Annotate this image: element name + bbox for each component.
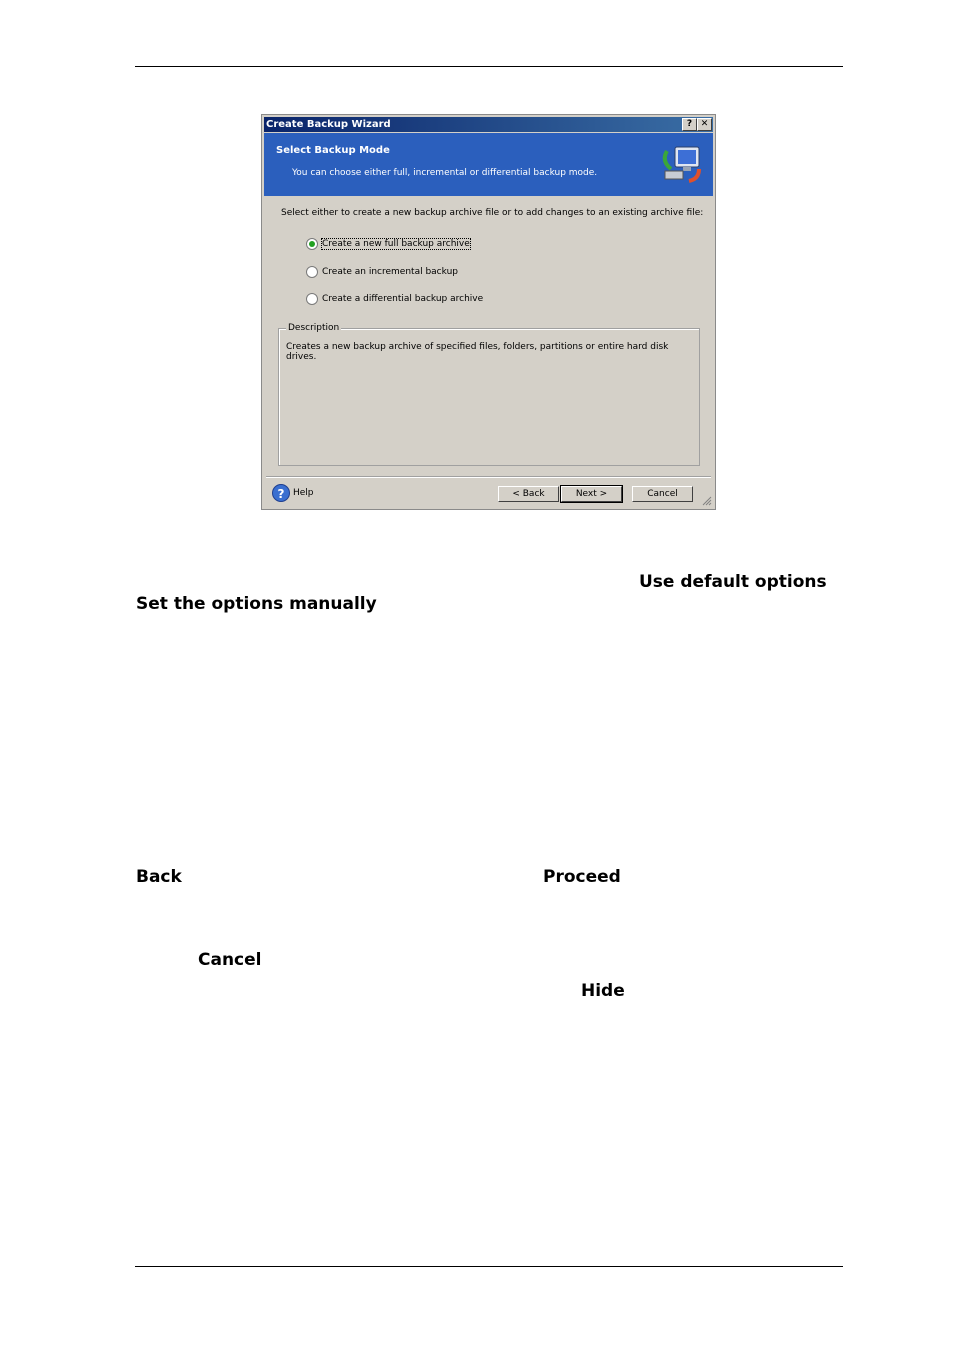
create-backup-wizard-dialog xyxy=(261,114,716,510)
wizard-header xyxy=(264,133,713,196)
wizard-step-title: Select Backup Mode xyxy=(276,145,390,156)
radio-button-checked[interactable] xyxy=(306,238,318,250)
description-text: Creates a new backup archive of specified files, folders, partitions or entire hard disk drives. xyxy=(286,342,669,362)
set-options-manually-text: Set the options manually xyxy=(136,594,377,614)
radio-button[interactable] xyxy=(306,293,318,305)
option-full-backup[interactable] xyxy=(306,236,470,252)
help-label: Help xyxy=(293,488,314,498)
cancel-button[interactable]: Cancel xyxy=(632,486,693,502)
back-button[interactable]: < Back xyxy=(498,486,559,502)
option-full-backup-label: Create a new full backup archive xyxy=(322,239,470,249)
back-text: Back xyxy=(136,867,182,887)
mode-prompt: Select either to create a new backup archive file or to add changes to an existing archive file: xyxy=(281,208,704,218)
hide-text: Hide xyxy=(581,981,625,1001)
header-rule xyxy=(135,66,843,67)
title-close-button[interactable]: ✕ xyxy=(697,118,712,131)
description-legend: Description xyxy=(288,323,340,333)
title-help-button[interactable]: ? xyxy=(682,118,697,131)
help-button[interactable] xyxy=(272,484,314,502)
next-button[interactable]: Next > xyxy=(561,486,622,502)
proceed-text: Proceed xyxy=(543,867,621,887)
resize-grip-icon[interactable] xyxy=(702,496,712,506)
help-icon: ? xyxy=(272,484,290,502)
dialog-title: Create Backup Wizard xyxy=(266,119,391,130)
cancel-text: Cancel xyxy=(198,950,262,970)
option-incremental-backup[interactable] xyxy=(306,264,458,280)
dialog-titlebar xyxy=(264,117,713,132)
radio-button[interactable] xyxy=(306,266,318,278)
description-group xyxy=(278,323,700,466)
footer-separator xyxy=(266,476,711,478)
option-differential-backup-label: Create a differential backup archive xyxy=(322,294,484,304)
option-incremental-backup-label: Create an incremental backup xyxy=(322,267,458,277)
use-default-options-text: Use default options xyxy=(639,572,827,592)
wizard-step-subtitle: You can choose either full, incremental or differential backup mode. xyxy=(292,168,598,178)
footer-rule xyxy=(135,1266,843,1267)
option-differential-backup[interactable] xyxy=(306,291,483,307)
computer-backup-icon xyxy=(659,141,705,187)
